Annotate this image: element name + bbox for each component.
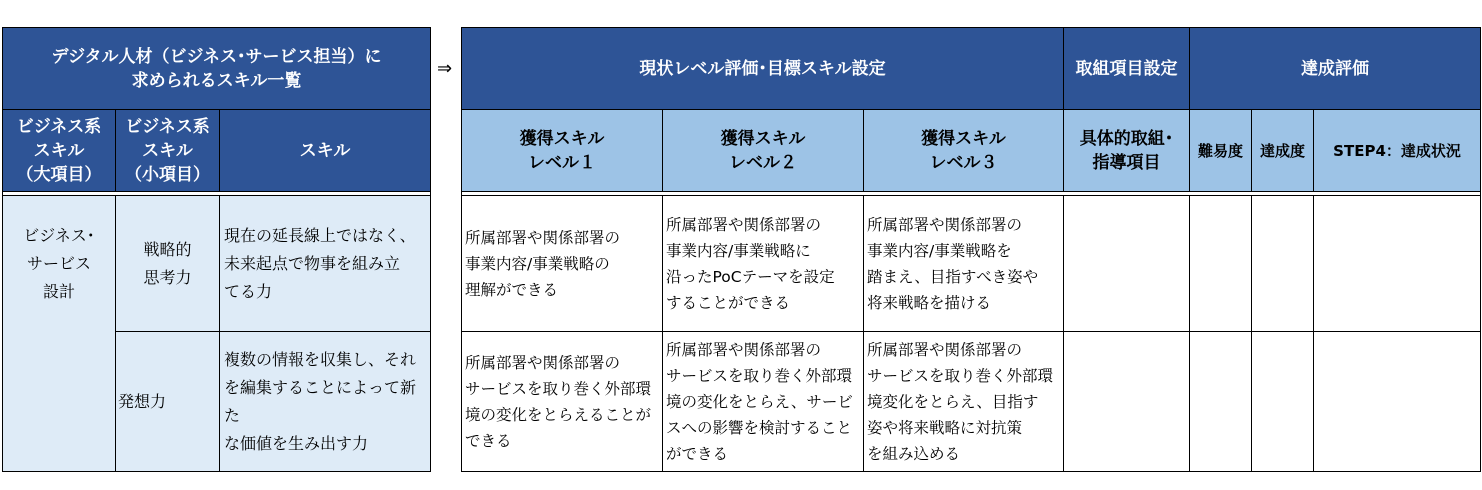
achievement-cell[interactable] (1252, 332, 1314, 472)
action-items-cell[interactable] (1064, 332, 1190, 472)
difficulty-cell[interactable] (1190, 332, 1252, 472)
skill-assessment-table (461, 27, 1481, 472)
arrow-right-icon: ⇒ (437, 58, 453, 79)
header-assessment: 現状レベル評価･目標スキル設定 (462, 28, 1064, 110)
level1-cell: 所属部署や関係部署の サービスを取り巻く外部環 境の変化をとらえることが できる (462, 332, 663, 472)
table-row (462, 196, 1481, 332)
status-cell[interactable] (1314, 196, 1481, 332)
header-action-items: 具体的取組･ 指導項目 (1064, 110, 1190, 192)
action-items-cell[interactable] (1064, 196, 1190, 332)
header-difficulty: 難易度 (1190, 110, 1252, 192)
header-evaluation: 達成評価 (1190, 28, 1481, 110)
header-major-category: ビジネス系 スキル （大項目） (3, 110, 116, 192)
header-achievement: 達成度 (1252, 110, 1314, 192)
header-skill: スキル (220, 110, 431, 192)
major-category-cell: ビジネス･ サービス 設計 (3, 196, 116, 472)
difficulty-cell[interactable] (1190, 196, 1252, 332)
level3-cell: 所属部署や関係部署の 事業内容/事業戦略を 踏まえ、目指すべき姿や 将来戦略を描ける (864, 196, 1064, 332)
level2-cell: 所属部署や関係部署の 事業内容/事業戦略に 沿ったPoCテーマを設定 することができる (663, 196, 864, 332)
table-row (462, 332, 1481, 472)
level3-cell: 所属部署や関係部署の サービスを取り巻く外部環 境変化をとらえ、目指す 姿や将来戦略に対抗策 を組み込める (864, 332, 1064, 472)
skill-description-cell: 現在の延長線上ではなく、 未来起点で物事を組み立 てる力 (220, 196, 431, 332)
status-cell[interactable] (1314, 332, 1481, 472)
level1-cell: 所属部署や関係部署の 事業内容/事業戦略の 理解ができる (462, 196, 663, 332)
skill-list-title-line1: デジタル人材（ビジネス･サービス担当）に (51, 46, 382, 67)
skill-list-table (2, 27, 431, 472)
header-action-setting: 取組項目設定 (1064, 28, 1190, 110)
header-level1: 獲得スキル レベル１ (462, 110, 663, 192)
skill-list-title (3, 28, 431, 110)
header-level3: 獲得スキル レベル３ (864, 110, 1064, 192)
achievement-cell[interactable] (1252, 196, 1314, 332)
minor-category-cell: 戦略的 思考力 (116, 196, 220, 332)
header-minor-category: ビジネス系 スキル （小項目） (116, 110, 220, 192)
skill-description-cell: 複数の情報を収集し、それ を編集することによって新た な価値を生み出す力 (220, 332, 431, 472)
level2-cell: 所属部署や関係部署の サービスを取り巻く外部環 境の変化をとらえ、サービ スへの影響を検討すること ができる (663, 332, 864, 472)
skill-list-title-line2: 求められるスキル一覧 (131, 70, 302, 91)
minor-category-cell: 発想力 (116, 332, 220, 472)
header-level2: 獲得スキル レベル２ (663, 110, 864, 192)
header-status: STEP4：達成状況 (1314, 110, 1481, 192)
